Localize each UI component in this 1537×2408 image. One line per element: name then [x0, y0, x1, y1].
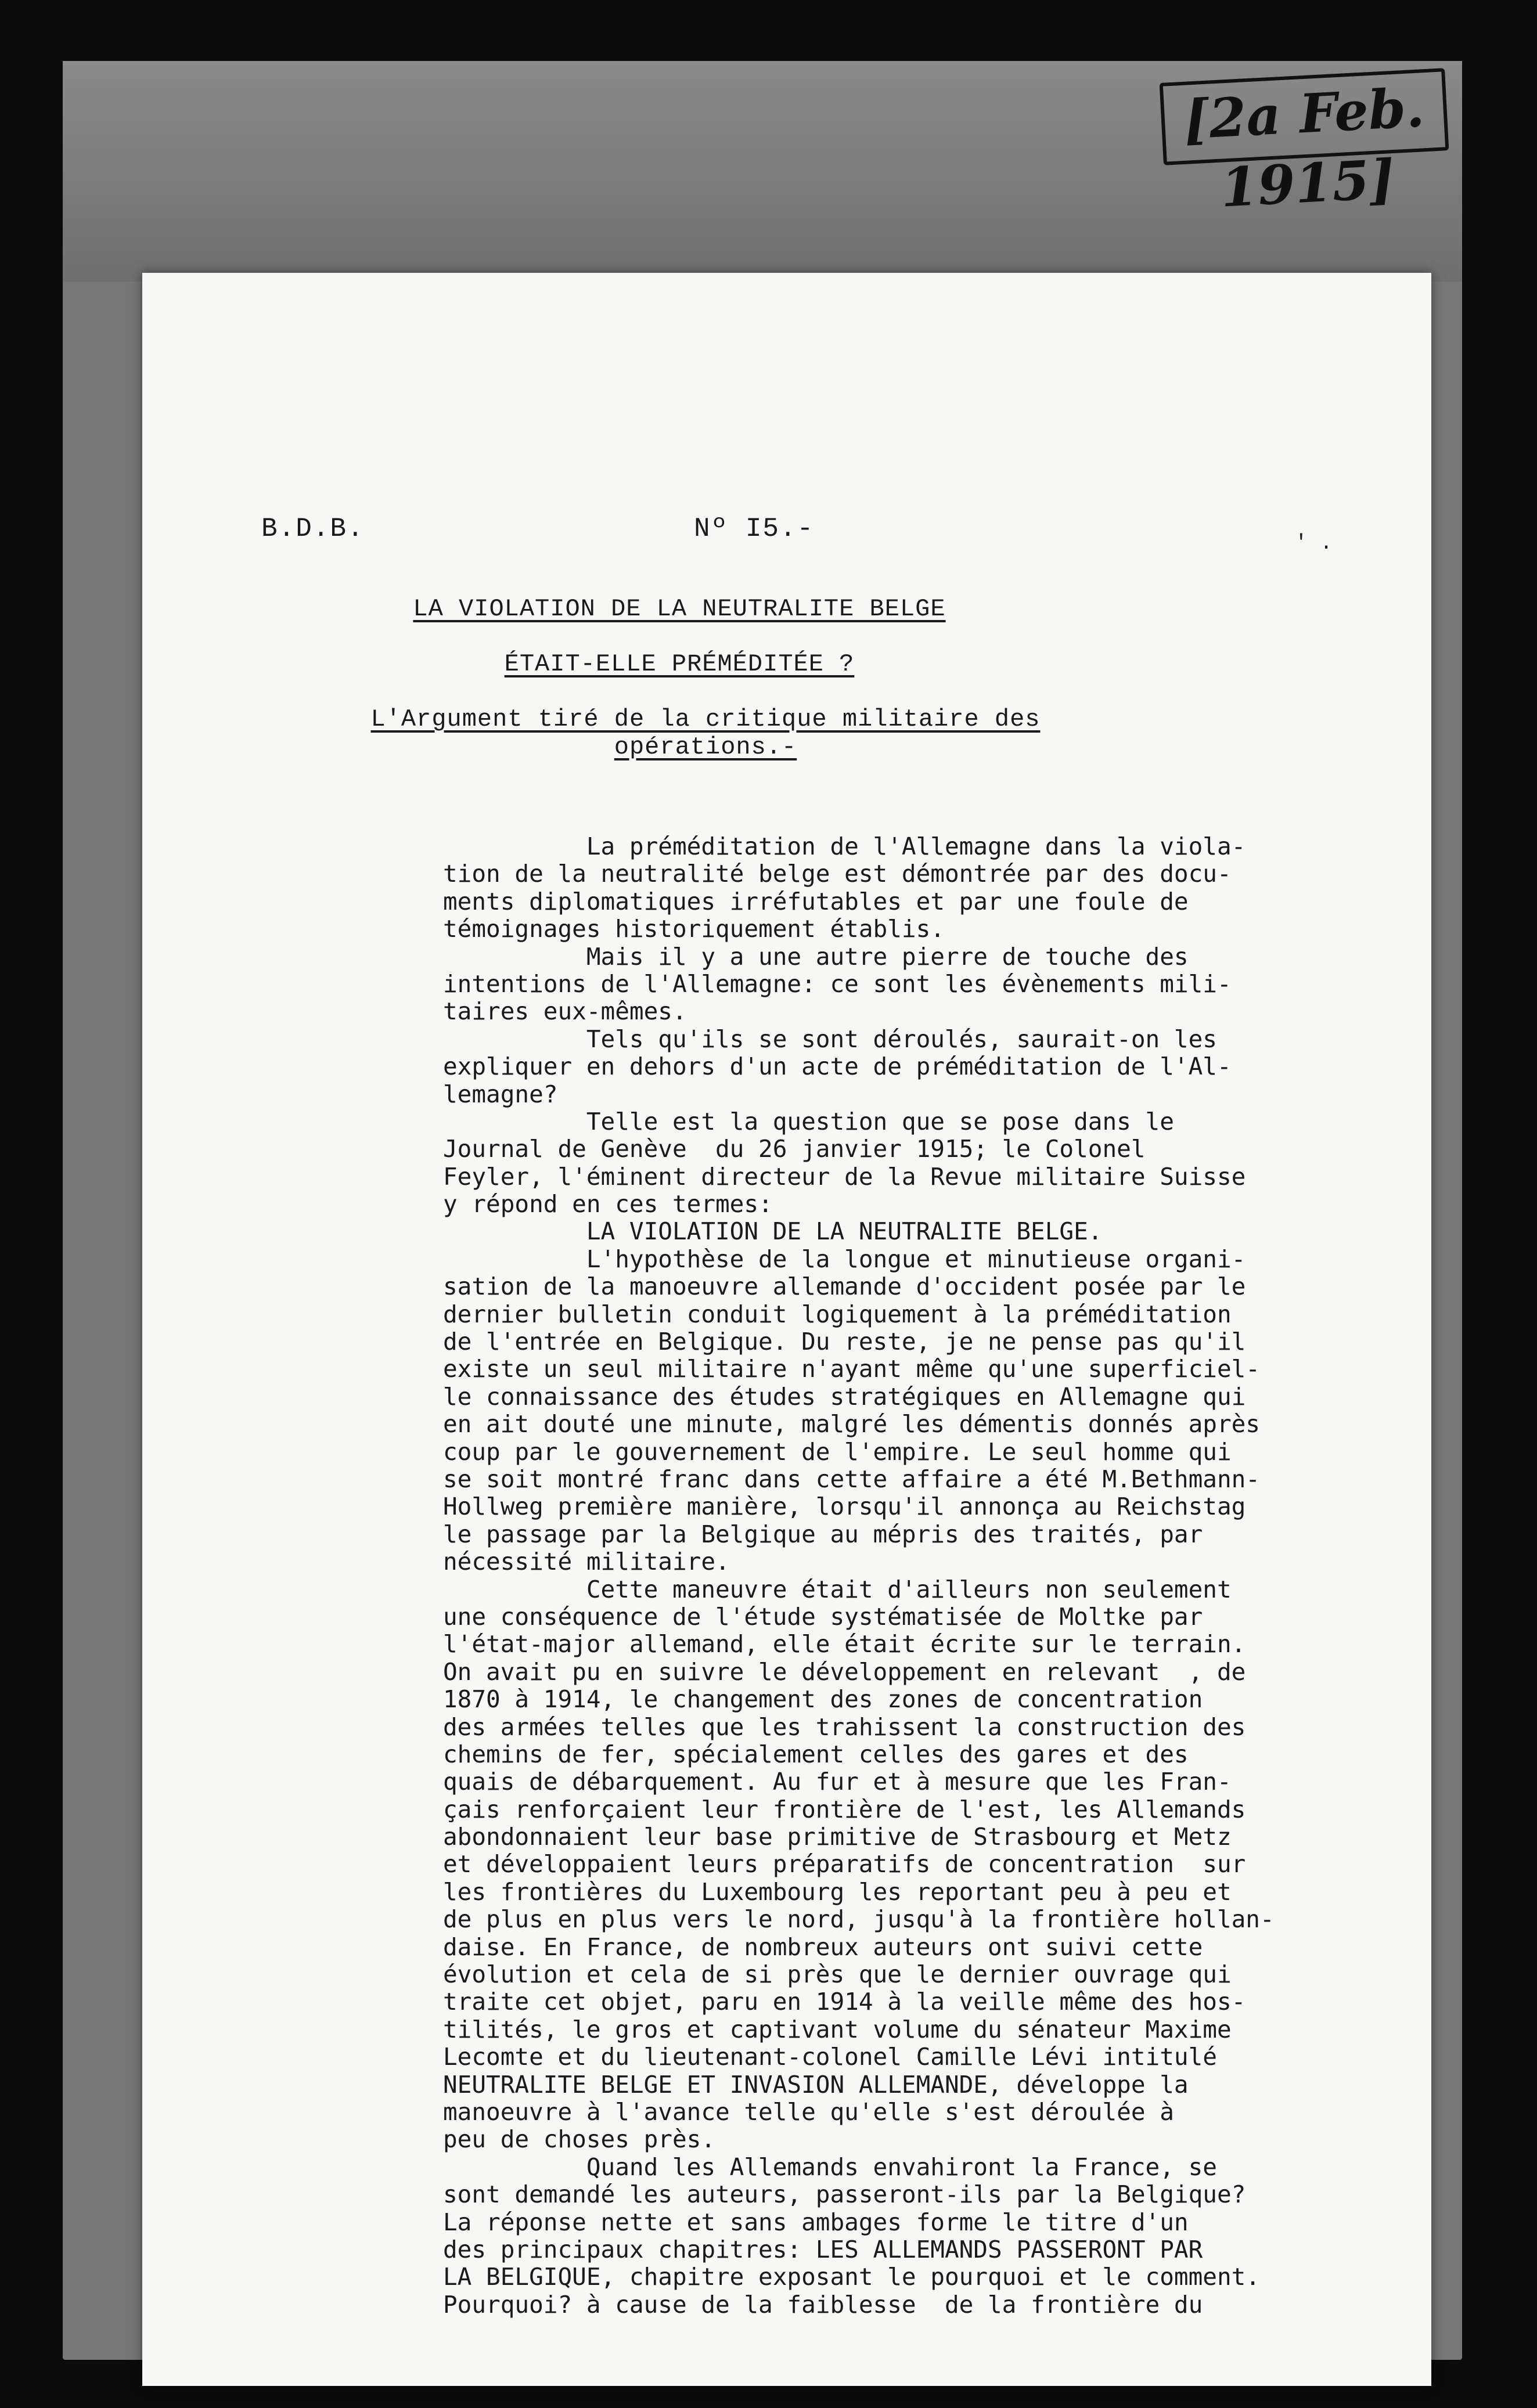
body-line: le connaissance des études stratégiques en Allemagne qui	[443, 1382, 1246, 1411]
body-line: NEUTRALITE BELGE ET INVASION ALLEMANDE, développe la	[443, 2070, 1189, 2099]
body-line: nécessité militaire.	[443, 1548, 730, 1576]
body-line: abondonnaient leur base primitive de Strasbourg et Metz	[443, 1823, 1232, 1851]
body-line: une conséquence de l'étude systématisée de Moltke par	[443, 1602, 1203, 1631]
body-line: des armées telles que les trahissent la construction des	[443, 1713, 1246, 1741]
body-line: expliquer en dehors d'un acte de préméditation de l'Al-	[443, 1052, 1232, 1081]
handwritten-date-annotation: [2a Feb. 1915]	[1160, 68, 1449, 165]
body-line: Mais il y a une autre pierre de touche des	[443, 942, 1189, 971]
document-number: Nº I5.-	[694, 514, 815, 544]
body-line: 1870 à 1914, le changement des zones de concentration	[443, 1685, 1203, 1714]
body-line: coup par le gouvernement de l'empire. Le seul homme qui	[443, 1437, 1232, 1466]
body-line: La préméditation de l'Allemagne dans la viola-	[443, 832, 1246, 860]
title-violation: LA VIOLATION DE LA NEUTRALITE BELGE	[413, 595, 946, 623]
body-line: y répond en ces termes:	[443, 1190, 773, 1219]
body-line: Feyler, l'éminent directeur de la Revue militaire Suisse	[443, 1162, 1246, 1191]
body-line: Cette maneuvre était d'ailleurs non seulement	[443, 1575, 1232, 1603]
body-line: L'hypothèse de la longue et minutieuse organi-	[443, 1245, 1246, 1273]
body-line: ments diplomatiques irréfutables et par une foule de	[443, 887, 1189, 915]
body-line: l'état-major allemand, elle était écrite sur le terrain.	[443, 1630, 1246, 1659]
body-line: dernier bulletin conduit logiquement à la préméditation	[443, 1300, 1232, 1328]
body-line: traite cet objet, paru en 1914 à la veille même des hos-	[443, 1988, 1246, 2016]
body-line: LA VIOLATION DE LA NEUTRALITE BELGE.	[443, 1217, 1103, 1246]
document-code: B.D.B.	[261, 514, 365, 544]
title-premeditee: ÉTAIT-ELLE PRÉMÉDITÉE ?	[504, 650, 855, 678]
body-line: témoignages historiquement établis.	[443, 915, 945, 943]
body-line: tilités, le gros et captivant volume du sénateur Maxime	[443, 2015, 1232, 2043]
body-line: LA BELGIQUE, chapitre exposant le pourquoi et le comment.	[443, 2263, 1260, 2291]
body-line: Telle est la question que se pose dans le	[443, 1107, 1174, 1135]
body-line: daise. En France, de nombreux auteurs ont suivi cette	[443, 1933, 1203, 1961]
body-line: quais de débarquement. Au fur et à mesure que les Fran-	[443, 1768, 1232, 1796]
body-line: manoeuvre à l'avance telle qu'elle s'est déroulée à	[443, 2097, 1174, 2126]
body-line: Lecomte et du lieutenant-colonel Camille Lévi intitulé	[443, 2043, 1217, 2071]
body-line: des principaux chapitres: LES ALLEMANDS PASSERONT PAR	[443, 2235, 1203, 2263]
body-line: Pourquoi? à cause de la faiblesse de la frontière du	[443, 2290, 1203, 2319]
body-line: sont demandé les auteurs, passeront-ils par la Belgique?	[443, 2180, 1246, 2209]
body-line: La réponse nette et sans ambages forme le titre d'un	[443, 2208, 1189, 2236]
margin-mark: ' .	[1295, 531, 1333, 555]
body-line: On avait pu en suivre le développement en relevant , de	[443, 1657, 1246, 1686]
body-line: çais renforçaient leur frontière de l'est, les Allemands	[443, 1795, 1246, 1823]
body-line: Quand les Allemands envahiront la France, se	[443, 2153, 1217, 2181]
body-line: chemins de fer, spécialement celles des gares et des	[443, 1740, 1189, 1768]
body-line: de plus en plus vers le nord, jusqu'à la frontière hollan-	[443, 1905, 1275, 1934]
body-line: Journal de Genève du 26 janvier 1915; le Colonel	[443, 1135, 1146, 1163]
body-line: peu de choses près.	[443, 2125, 715, 2154]
body-line: Hollweg première manière, lorsqu'il annonça au Reichstag	[443, 1493, 1246, 1521]
body-line: se soit montré franc dans cette affaire a été M.Bethmann-	[443, 1465, 1260, 1493]
body-line: de l'entrée en Belgique. Du reste, je ne pense pas qu'il	[443, 1328, 1246, 1356]
body-line: existe un seul militaire n'ayant même qu'une superficiel-	[443, 1355, 1260, 1383]
body-line: tion de la neutralité belge est démontrée par des docu-	[443, 860, 1232, 888]
body-line: et développaient leurs préparatifs de concentration sur	[443, 1850, 1246, 1879]
body-line: le passage par la Belgique au mépris des traités, par	[443, 1520, 1203, 1548]
body-line: les frontières du Luxembourg les reportant peu à peu et	[443, 1877, 1232, 1906]
body-line: sation de la manoeuvre allemande d'occident posée par le	[443, 1273, 1246, 1301]
typed-page	[142, 273, 1431, 2386]
body-text	[443, 833, 1378, 2319]
body-line: en ait douté une minute, malgré les démentis donnés après	[443, 1410, 1260, 1439]
body-line: lemagne?	[443, 1080, 558, 1108]
body-line: Tels qu'ils se sont déroulés, saurait-on les	[443, 1025, 1217, 1053]
body-line: évolution et cela de si près que le dernier ouvrage qui	[443, 1960, 1232, 1989]
title-argument: L'Argument tiré de la critique militaire des opérations.-	[370, 705, 1041, 761]
body-line: taires eux-mêmes.	[443, 997, 687, 1026]
body-line: intentions de l'Allemagne: ce sont les évènements mili-	[443, 969, 1232, 998]
